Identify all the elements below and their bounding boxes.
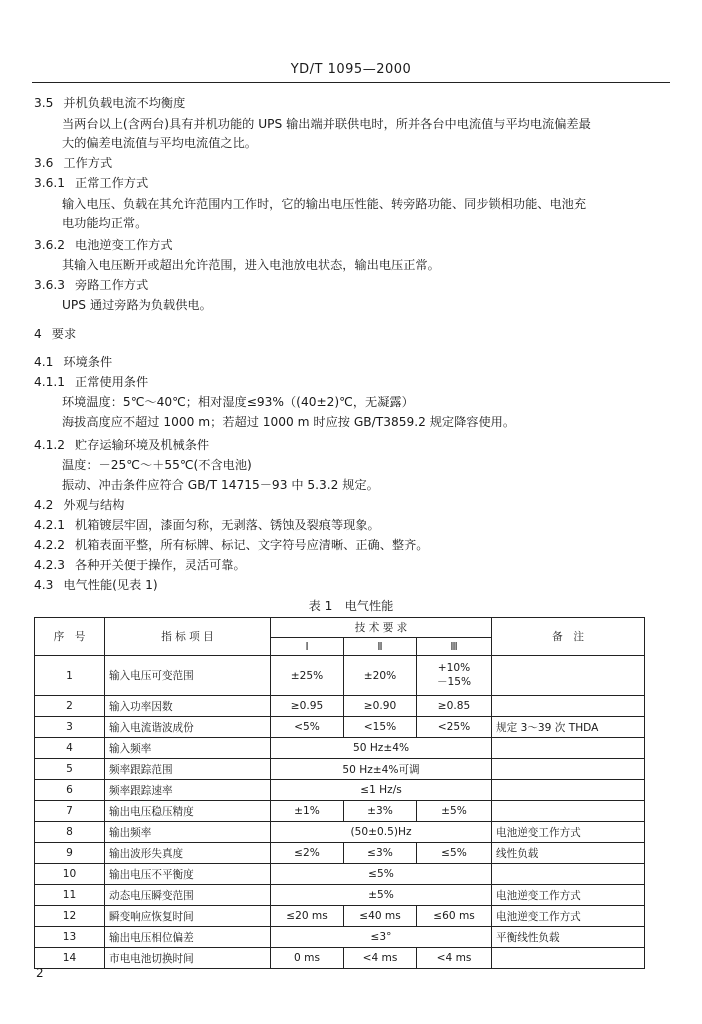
requirement-class-1: ≥0.95 — [271, 696, 344, 717]
table-row — [35, 822, 645, 843]
table-row — [35, 948, 645, 969]
row-number: 4 — [35, 738, 105, 759]
section-number: 4.1.2 — [34, 438, 66, 452]
row-item: 动态电压瞬变范围 — [105, 885, 271, 906]
line-text: 外观与结构 — [63, 498, 125, 512]
requirement-class-3: ≤5% — [417, 843, 492, 864]
row-note: 平衡线性负载 — [492, 927, 645, 948]
row-note — [492, 780, 645, 801]
line-text: 旁路工作方式 — [75, 278, 149, 292]
row-item: 输出电压不平衡度 — [105, 864, 271, 885]
row-note — [492, 656, 645, 696]
requirement-merged: ≤3° — [271, 927, 492, 948]
paragraph-line — [62, 115, 591, 132]
paragraph-line — [62, 413, 515, 430]
row-number: 10 — [35, 864, 105, 885]
section-heading — [34, 353, 112, 370]
requirement-class-3: <4 ms — [417, 948, 492, 969]
table-row — [35, 780, 645, 801]
table-row — [35, 738, 645, 759]
section-number: 4.3 — [34, 578, 54, 592]
requirement-class-1: ≤2% — [271, 843, 344, 864]
row-note — [492, 801, 645, 822]
header-class-2: Ⅱ — [344, 638, 417, 656]
line-text: 正常工作方式 — [75, 176, 149, 190]
requirement-class-1: ±25% — [271, 656, 344, 696]
requirement-class-1: ±1% — [271, 801, 344, 822]
row-item: 输出频率 — [105, 822, 271, 843]
row-item: 输入电压可变范围 — [105, 656, 271, 696]
row-item: 频率跟踪速率 — [105, 780, 271, 801]
paragraph-line — [62, 296, 212, 313]
paragraph-line — [62, 456, 252, 473]
line-text: 要求 — [51, 327, 77, 341]
line-text: 环境温度：5℃～40℃；相对湿度≤93%（(40±2)℃，无凝露） — [62, 395, 414, 409]
header-class-3: Ⅲ — [417, 638, 492, 656]
row-note — [492, 759, 645, 780]
page-number: 2 — [36, 966, 44, 980]
line-text: 电池逆变工作方式 — [75, 238, 173, 252]
line-text: 电气性能(见表 1) — [63, 578, 158, 592]
requirement-class-3: <25% — [417, 717, 492, 738]
requirement-merged: 50 Hz±4%可调 — [271, 759, 492, 780]
row-number: 1 — [35, 656, 105, 696]
row-item: 输入频率 — [105, 738, 271, 759]
requirement-class-1: <5% — [271, 717, 344, 738]
line-text: 正常使用条件 — [75, 375, 149, 389]
row-item: 市电电池切换时间 — [105, 948, 271, 969]
row-note — [492, 696, 645, 717]
line-text: 温度：－25℃～＋55℃(不含电池) — [62, 458, 252, 472]
requirement-class-2: ≥0.90 — [344, 696, 417, 717]
table-row — [35, 885, 645, 906]
section-heading — [34, 94, 185, 111]
row-item: 频率跟踪范围 — [105, 759, 271, 780]
row-note: 规定 3～39 次 THDA — [492, 717, 645, 738]
header-class-1: Ⅰ — [271, 638, 344, 656]
row-item: 输入功率因数 — [105, 696, 271, 717]
row-number: 13 — [35, 927, 105, 948]
table-row — [35, 717, 645, 738]
section-number: 3.6.1 — [34, 176, 66, 190]
table-body — [35, 656, 645, 969]
line-text: 海拔高度应不超过 1000 m；若超过 1000 m 时应按 GB/T3859.2 规定降容使用。 — [62, 415, 516, 429]
row-number: 6 — [35, 780, 105, 801]
row-note: 电池逆变工作方式 — [492, 885, 645, 906]
row-note — [492, 948, 645, 969]
requirement-class-2: ≤40 ms — [344, 906, 417, 927]
section-heading — [34, 516, 380, 533]
line-text: 大的偏差电流值与平均电流值之比。 — [62, 136, 257, 150]
section-heading — [34, 556, 246, 573]
requirement-class-3-upper: +10% — [437, 662, 471, 674]
paragraph-line — [62, 476, 379, 493]
section-number: 4.2.3 — [34, 558, 66, 572]
line-text: 贮存运输环境及机械条件 — [75, 438, 210, 452]
requirement-class-2: ≤3% — [344, 843, 417, 864]
line-text: 工作方式 — [63, 156, 113, 170]
table-row — [35, 759, 645, 780]
row-number: 12 — [35, 906, 105, 927]
paragraph-line — [62, 195, 586, 212]
requirement-class-2: ±20% — [344, 656, 417, 696]
table-row — [35, 801, 645, 822]
table-row — [35, 696, 645, 717]
section-number: 3.5 — [34, 96, 54, 110]
requirement-class-2: <4 ms — [344, 948, 417, 969]
line-text: 电功能均正常。 — [62, 216, 148, 230]
paragraph-line — [62, 393, 414, 410]
requirement-merged: 50 Hz±4% — [271, 738, 492, 759]
line-text: 当两台以上(含两台)具有并机功能的 UPS 输出端并联供电时，所并各台中电流值与平均电流偏差最 — [62, 117, 591, 131]
header-note: 备 注 — [492, 618, 645, 656]
requirement-merged: ≤1 Hz/s — [271, 780, 492, 801]
table-row — [35, 656, 645, 696]
requirement-class-2: <15% — [344, 717, 417, 738]
table-row — [35, 927, 645, 948]
row-number: 11 — [35, 885, 105, 906]
table-row — [35, 906, 645, 927]
line-text: 各种开关便于操作，灵活可靠。 — [75, 558, 246, 572]
row-number: 8 — [35, 822, 105, 843]
line-text: 振动、冲击条件应符合 GB/T 14715－93 中 5.3.2 规定。 — [62, 478, 379, 492]
section-heading — [34, 536, 428, 553]
line-text: 并机负载电流不均衡度 — [63, 96, 186, 110]
row-number: 7 — [35, 801, 105, 822]
section-heading — [34, 373, 148, 390]
row-number: 14 — [35, 948, 105, 969]
row-item: 输入电流谐波成份 — [105, 717, 271, 738]
paragraph-line — [62, 134, 257, 151]
requirement-merged: ±5% — [271, 885, 492, 906]
section-number: 4.1.1 — [34, 375, 66, 389]
row-note — [492, 738, 645, 759]
row-item: 输出波形失真度 — [105, 843, 271, 864]
paragraph-line — [62, 256, 440, 273]
table-row — [35, 864, 645, 885]
section-heading — [34, 154, 112, 171]
header-requirement: 技 术 要 求 — [271, 618, 492, 638]
row-number: 3 — [35, 717, 105, 738]
section-number: 4.1 — [34, 355, 54, 369]
row-item: 瞬变响应恢复时间 — [105, 906, 271, 927]
row-note — [492, 864, 645, 885]
section-heading — [34, 236, 173, 253]
line-text: 机箱表面平整，所有标牌、标记、文字符号应清晰、正确、整齐。 — [75, 538, 429, 552]
requirement-class-3: ±5% — [417, 801, 492, 822]
line-text: UPS 通过旁路为负载供电。 — [62, 298, 212, 312]
section-number: 4.2.1 — [34, 518, 66, 532]
requirement-class-3 — [417, 656, 492, 696]
row-number: 9 — [35, 843, 105, 864]
header-item: 指 标 项 目 — [105, 618, 271, 656]
row-item: 输出电压稳压精度 — [105, 801, 271, 822]
row-number: 5 — [35, 759, 105, 780]
electrical-performance-table — [34, 617, 645, 969]
section-heading — [34, 174, 148, 191]
section-heading — [34, 276, 148, 293]
section-heading — [34, 496, 124, 513]
requirement-class-3: ≥0.85 — [417, 696, 492, 717]
requirement-class-3-lower: －15% — [436, 676, 472, 688]
row-note: 电池逆变工作方式 — [492, 822, 645, 843]
line-text: 机箱镀层牢固，漆面匀称，无剥落、锈蚀及裂痕等现象。 — [75, 518, 380, 532]
section-number: 4 — [34, 327, 42, 341]
section-number: 3.6 — [34, 156, 54, 170]
document-code-header: YD/T 1095—2000 — [290, 62, 412, 77]
line-text: 输入电压、负载在其允许范围内工作时，它的输出电压性能、转旁路功能、同步锁相功能、电池充 — [62, 197, 587, 211]
row-number: 2 — [35, 696, 105, 717]
row-note: 线性负载 — [492, 843, 645, 864]
requirement-class-3: ≤60 ms — [417, 906, 492, 927]
section-number: 4.2.2 — [34, 538, 66, 552]
requirement-merged: ≤5% — [271, 864, 492, 885]
section-number: 3.6.2 — [34, 238, 66, 252]
requirement-class-1: 0 ms — [271, 948, 344, 969]
section-heading — [34, 436, 209, 453]
section-number: 3.6.3 — [34, 278, 66, 292]
section-number: 4.2 — [34, 498, 54, 512]
requirement-class-2: ±3% — [344, 801, 417, 822]
row-note: 电池逆变工作方式 — [492, 906, 645, 927]
line-text: 环境条件 — [63, 355, 113, 369]
header-no: 序 号 — [35, 618, 105, 656]
table-row — [35, 843, 645, 864]
row-item: 输出电压相位偏差 — [105, 927, 271, 948]
header-rule — [32, 82, 670, 83]
paragraph-line — [62, 214, 147, 231]
requirement-merged: (50±0.5)Hz — [271, 822, 492, 843]
table-caption: 表 1 电气性能 — [308, 599, 394, 613]
line-text: 其输入电压断开或超出允许范围，进入电池放电状态，输出电压正常。 — [62, 258, 440, 272]
requirement-class-1: ≤20 ms — [271, 906, 344, 927]
section-heading — [34, 576, 158, 593]
section-heading — [34, 325, 76, 342]
